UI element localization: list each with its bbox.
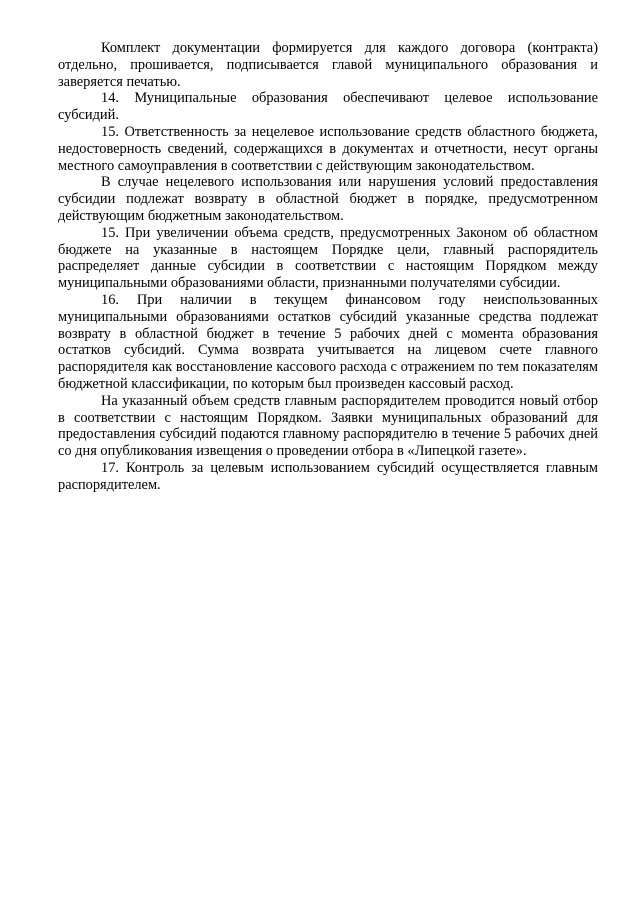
paragraph-16-unused-balances: 16. При наличии в текущем финансовом году неиспользованных муниципальными образованиями остатков субсидий указанные средства подлежат возврату в областной бюджет в течение 5 рабочих дней с момента образования остатков субсидий. Сумма возврата учитывается на лицевом счете главного распорядителя как восстановление кассового расхода с отражением по тем показателям бюджетной классификации, по которым был произведен кассовый расход. bbox=[58, 291, 598, 392]
document-page bbox=[58, 40, 598, 494]
paragraph-17-control: 17. Контроль за целевым использованием субсидий осуществляется главным распорядителем. bbox=[58, 459, 598, 493]
paragraph-15-responsibility: 15. Ответственность за нецелевое использование средств областного бюджета, недостоверность сведений, содержащихся в документах и отчетности, несут органы местного самоуправления в соответствии с действующим законодательством. bbox=[58, 123, 598, 174]
paragraph-new-selection: На указанный объем средств главным распорядителем проводится новый отбор в соответствии с настоящим Порядком. Заявки муниципальных образований для предоставления субсидий подаются главному распорядителю в течение 5 рабочих дней со дня опубликования извещения о проведении отбора в «Липецкой газете». bbox=[58, 392, 598, 460]
paragraph-15-increase-funds: 15. При увеличении объема средств, предусмотренных Законом об областном бюджете на указанные в настоящем Порядке цели, главный распорядитель распределяет данные субсидии в соответствии с настоящим Порядком между муниципальными образованиями области, признанными получателями субсидии. bbox=[58, 224, 598, 292]
paragraph-documentation-package: Комплект документации формируется для каждого договора (контракта) отдельно, прошивается, подписывается главой муниципального образования и заверяется печатью. bbox=[58, 40, 598, 90]
paragraph-misuse-refund: В случае нецелевого использования или нарушения условий предоставления субсидии подлежат возврату в областной бюджет в порядке, предусмотренном действующим бюджетным законодательством. bbox=[58, 174, 598, 224]
paragraph-14-targeted-use: 14. Муниципальные образования обеспечивают целевое использование субсидий. bbox=[58, 90, 598, 124]
